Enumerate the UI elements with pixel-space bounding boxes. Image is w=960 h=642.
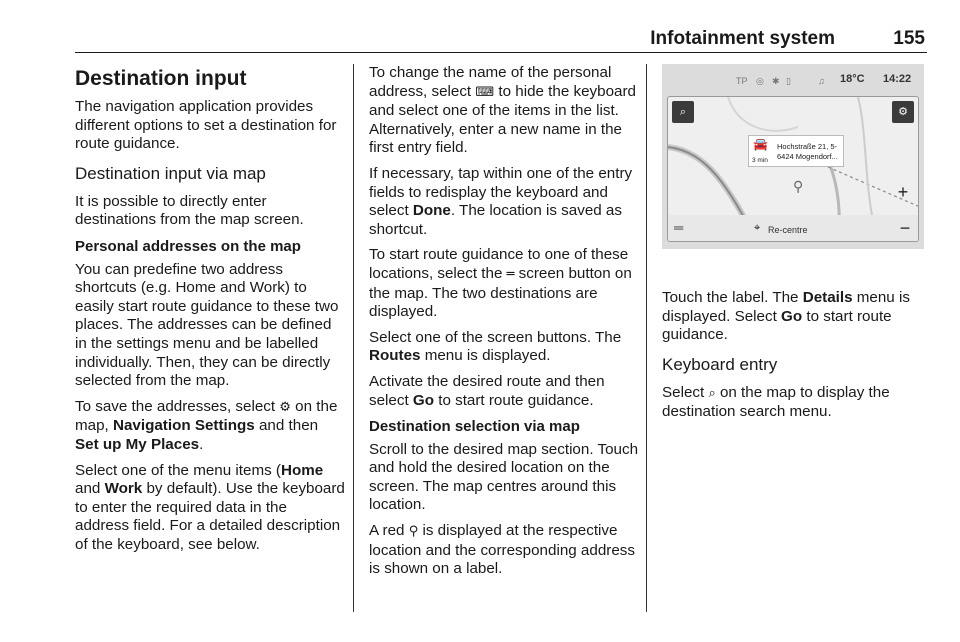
zoom-in-button[interactable]: + bbox=[897, 182, 909, 202]
paragraph bbox=[75, 398, 345, 455]
text: . bbox=[199, 435, 204, 453]
search-button[interactable] bbox=[672, 101, 694, 123]
text: Select one of the screen buttons. The bbox=[369, 328, 622, 346]
minor-heading: Destination selection via map bbox=[369, 418, 580, 436]
text: Select one of the menu items ( bbox=[75, 461, 281, 479]
bluetooth-icon: ✱ bbox=[772, 76, 780, 86]
address-label[interactable] bbox=[748, 135, 844, 167]
status-bar bbox=[662, 64, 924, 92]
address-line: 6424 Mogendorf... bbox=[777, 152, 838, 161]
traffic-icon: TP bbox=[736, 76, 748, 86]
settings-icon: ⚙ bbox=[898, 106, 908, 118]
settings-button[interactable] bbox=[892, 101, 914, 123]
paragraph: Scroll to the desired map section. Touch and hold the desired location on the screen. The map centres around this location. bbox=[369, 440, 639, 514]
paragraph bbox=[75, 462, 345, 555]
phone-icon: ◎ bbox=[756, 76, 764, 86]
text: is displayed at the respective location and the corresponding address is shown on a label. bbox=[369, 522, 635, 578]
map-bottom-bar bbox=[668, 215, 919, 241]
bold-term: Go bbox=[781, 307, 803, 325]
menu-icon[interactable]: ═ bbox=[674, 220, 684, 235]
text: and then bbox=[254, 417, 319, 435]
bold-term: Work bbox=[104, 480, 143, 498]
temperature: 18°C bbox=[840, 73, 865, 85]
paragraph bbox=[369, 373, 639, 410]
paragraph bbox=[369, 329, 639, 366]
column-2 bbox=[369, 64, 639, 586]
paragraph bbox=[662, 384, 930, 422]
text: to start route guidance. bbox=[434, 391, 594, 409]
map-pin-icon: ⚲ bbox=[408, 524, 419, 540]
text: and bbox=[75, 480, 105, 498]
column-divider bbox=[353, 64, 354, 612]
search-icon: ⌕ bbox=[708, 385, 716, 401]
bold-term: Details bbox=[802, 289, 853, 306]
paragraph bbox=[369, 246, 639, 321]
paragraph: You can predefine two address shortcuts (e.g. Home and Work) to easily start route guidance to these two places. The addresses can be defined in the settings menu and be labelled individually. Then, they can be directly selected from the map. bbox=[75, 260, 339, 390]
bold-term: Set up My Places bbox=[75, 435, 200, 453]
text: Activate the desired route and then select bbox=[369, 372, 605, 409]
text: A red bbox=[369, 522, 409, 540]
page-number: 155 bbox=[893, 28, 925, 49]
map-view[interactable] bbox=[667, 96, 919, 242]
paragraph bbox=[369, 165, 639, 239]
text: If necessary, tap within one of the entry fields to redisplay the keyboard and select bbox=[369, 164, 633, 220]
text: on the map, bbox=[75, 397, 338, 435]
paragraph bbox=[369, 522, 639, 579]
search-icon: ⌕ bbox=[679, 106, 687, 118]
keyboard-hide-icon: ⌨ bbox=[475, 84, 495, 100]
column-divider bbox=[646, 64, 647, 612]
map-screenshot bbox=[662, 64, 924, 249]
text: To change the name of the personal address, select bbox=[369, 64, 612, 100]
paragraph: It is possible to directly enter destinations from the map screen. bbox=[75, 192, 304, 229]
text: . The location is saved as shortcut. bbox=[369, 202, 622, 238]
column-3 bbox=[662, 64, 930, 429]
recentre-icon: ⌖ bbox=[754, 222, 761, 234]
text: by default). Use the keyboard to enter the required data in the address field. For a detailed description of the keyboard, see below. bbox=[75, 480, 345, 553]
address-line: Hochstraße 21, 5- bbox=[777, 142, 838, 151]
text: on the map to display the destination search menu. bbox=[662, 383, 890, 421]
text: to hide the keyboard and select one of the items in the list. Alternatively, enter a new name in the first entry field. bbox=[369, 82, 636, 157]
page-header bbox=[75, 27, 927, 53]
bold-term: Go bbox=[412, 391, 434, 409]
car-icon: 🚘 bbox=[753, 137, 768, 151]
music-icon: ♫ bbox=[818, 76, 825, 86]
minor-heading: Personal addresses on the map bbox=[75, 237, 301, 255]
subsection-heading: Keyboard entry bbox=[662, 354, 778, 374]
text: To save the addresses, select bbox=[75, 397, 280, 415]
text: Select bbox=[662, 383, 709, 401]
text: to start route guidance. bbox=[662, 307, 892, 344]
header-title: Infotainment system bbox=[650, 28, 835, 49]
section-heading: Destination input bbox=[75, 67, 247, 90]
signal-icon: ▯ bbox=[786, 76, 791, 86]
text: screen button on the map. The two destinations are displayed. bbox=[369, 264, 632, 321]
menu-icon: ═ bbox=[506, 266, 515, 282]
clock: 14:22 bbox=[883, 73, 912, 85]
bold-term: Done bbox=[412, 202, 451, 220]
eta: 3 min bbox=[752, 157, 768, 164]
column-1 bbox=[75, 64, 345, 561]
bold-term: Navigation Settings bbox=[112, 417, 255, 435]
subsection-heading: Destination input via map bbox=[75, 163, 266, 183]
paragraph bbox=[662, 289, 930, 345]
settings-icon: ⚙ bbox=[279, 399, 291, 415]
bold-term: Routes bbox=[369, 347, 421, 365]
map-pin-icon: ⚲ bbox=[793, 178, 804, 194]
paragraph bbox=[369, 64, 639, 158]
text: Touch the label. The bbox=[662, 289, 803, 306]
text: menu is displayed. Select bbox=[662, 289, 910, 325]
recentre-button[interactable]: Re-centre bbox=[768, 225, 808, 235]
bold-term: Home bbox=[280, 461, 324, 479]
paragraph: The navigation application provides different options to set a destination for route guidance. bbox=[75, 98, 337, 153]
text: menu is displayed. bbox=[420, 347, 551, 365]
zoom-out-button[interactable]: − bbox=[899, 218, 911, 238]
text: To start route guidance to one of these locations, select the bbox=[369, 246, 629, 282]
